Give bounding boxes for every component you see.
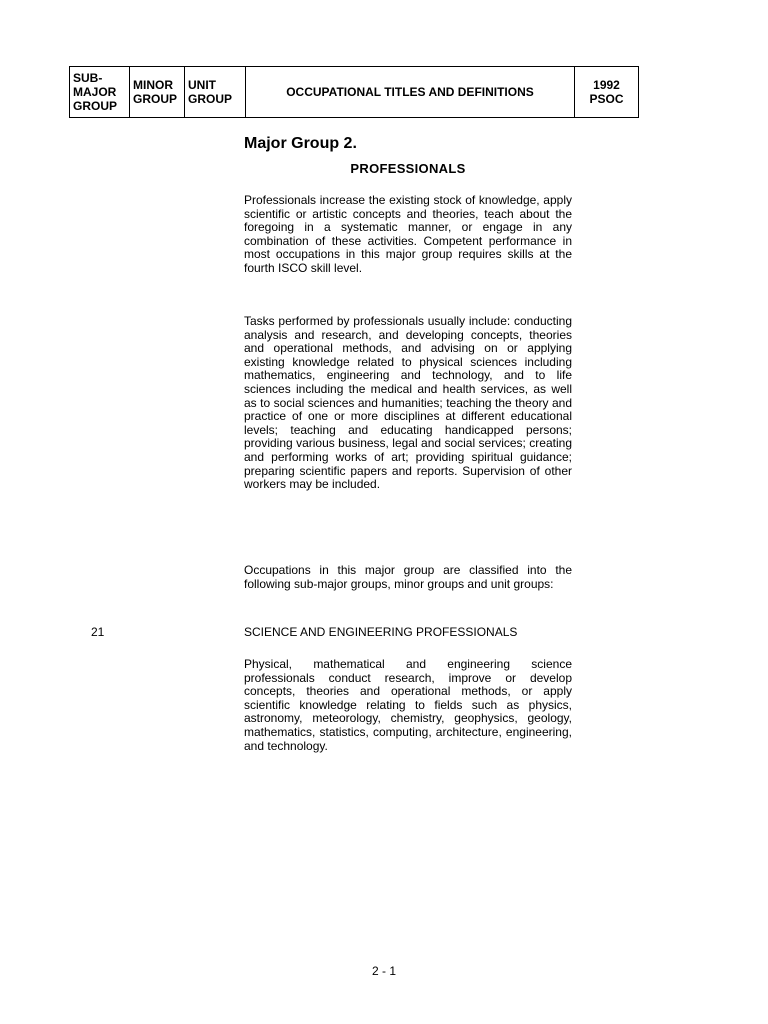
- header-titles-label: OCCUPATIONAL TITLES AND DEFINITIONS: [286, 85, 534, 99]
- header-row: [70, 67, 639, 118]
- header-sub-major-group: [70, 67, 130, 118]
- header-sub-major-label: SUB- MAJOR GROUP: [73, 71, 118, 113]
- tasks-paragraph: Tasks performed by professionals usually include: conducting analysis and research, and developing concepts, theories and operational methods, and advising on or applying existing knowledge related to physical sciences including mathematics, engineering and technology, and to life sciences including the medical and health services, as well as to social sciences and humanities; teaching the theory and practice of one or more disciplines at different educational levels; teaching and educating handicapped persons; providing various business, legal and social services; creating and performing works of art; providing spiritual guidance; preparing scientific papers and reports. Supervision of other workers may be included.: [244, 314, 572, 492]
- header-psoc: [575, 67, 639, 118]
- header-occupational-titles: [246, 67, 575, 118]
- page-number: 2 - 1: [371, 964, 396, 978]
- sub-major-heading: SCIENCE AND ENGINEERING PROFESSIONALS: [244, 625, 518, 639]
- classification-paragraph: Occupations in this major group are classified into the following sub-major groups, minor groups and unit groups:: [244, 563, 572, 591]
- header-unit-group: [185, 67, 246, 118]
- header-psoc-label: 1992 PSOC: [589, 78, 624, 106]
- header-minor-label: MINOR GROUP: [133, 78, 178, 106]
- header-minor-group: [130, 67, 185, 118]
- header-unit-label: UNIT GROUP: [188, 78, 233, 106]
- sub-major-code: 21: [91, 625, 105, 639]
- sub-major-description: Physical, mathematical and engineering science professionals conduct research, improve or develop concepts, theories and operational methods, or apply scientific knowledge relating to fields such as physics, astronomy, meteorology, chemistry, geophysics, geology, mathematics, statistics, computing, architecture, engineering, and technology.: [244, 657, 572, 753]
- intro-paragraph: Professionals increase the existing stock of knowledge, apply scientific or artistic concepts and theories, teach about the foregoing in a systematic manner, or engage in any combination of these activities. Competent performance in most occupations in this major group requires skills at the fourth ISCO skill level.: [244, 193, 572, 275]
- header-table: [69, 66, 639, 118]
- major-group-subtitle: PROFESSIONALS: [350, 161, 466, 176]
- major-group-title: Major Group 2.: [244, 135, 357, 152]
